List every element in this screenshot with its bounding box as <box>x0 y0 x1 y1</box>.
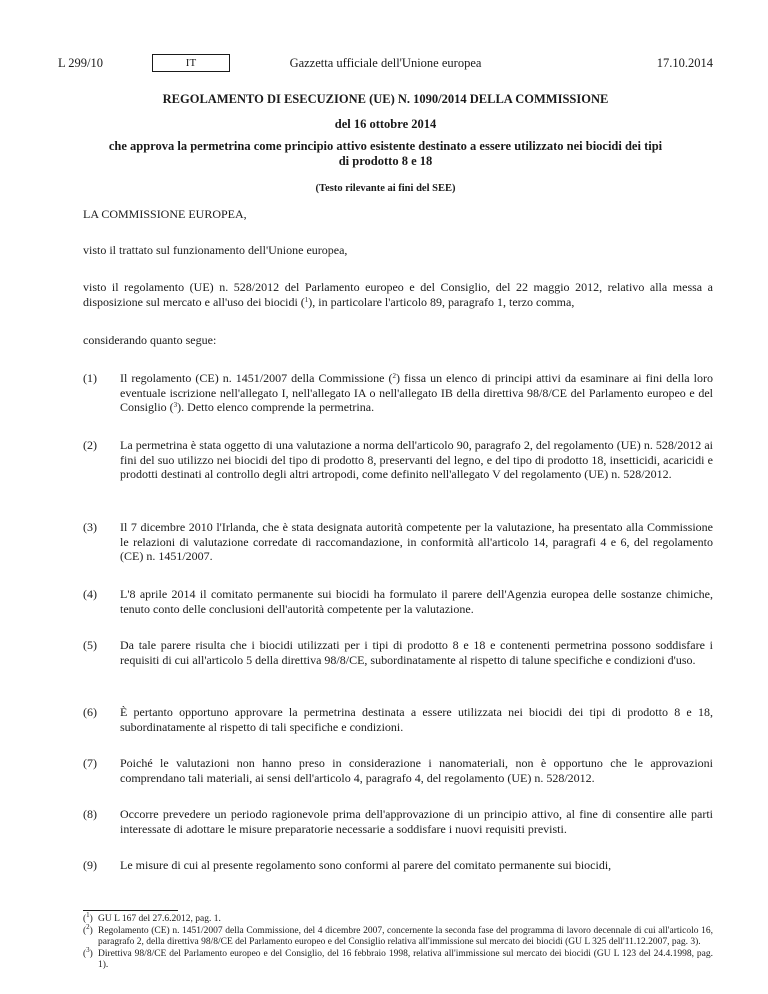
footnote-mark-number: 3 <box>86 945 90 954</box>
regulation-date: del 16 ottobre 2014 <box>334 117 437 131</box>
footnote-text: Regolamento (CE) n. 1451/2007 della Commissione, del 4 dicembre 2007, concernente la seconda fase del programma di lavoro decennale di cui all'articolo 16, paragrafo 2, della direttiva 98/8/CE del Parlamento europeo e del Consiglio relativa all'immissione sul mercato dei biocidi (GU L 325 dell'11.12.2007, pag. 3). <box>98 925 713 947</box>
regulation-subject: che approva la permetrina come principio attivo esistente destinato a essere utilizzato nei biocidi dei tipi di prodotto 8 e 18 <box>108 139 663 168</box>
recital-number: (7) <box>83 756 97 770</box>
publication-date: 17.10.2014 <box>656 56 713 70</box>
visto-regulation-text-a: visto il regolamento (UE) n. 528/2012 del Parlamento europeo e del Consiglio, del 22 maggio 2012, relativo alla messa a disposizione sul mercato e all'uso dei biocidi ( <box>83 280 713 309</box>
footnote-mark-number: 1 <box>86 911 90 919</box>
recital-text: Il 7 dicembre 2010 l'Irlanda, che è stata designata autorità competente per la valutazione, ha presentato alla Commissione le relazioni di valutazione corredate di raccomandazione, in conformità all'articolo 14, paragrafi 4 e 6, del regolamento (CE) n. 1451/2007. <box>120 520 713 563</box>
page-reference: L 299/10 <box>58 56 104 70</box>
footnote-mark: ($^3$) <box>83 945 93 959</box>
recital-number: (9) <box>83 858 97 872</box>
recital-number: (4) <box>83 587 97 601</box>
footnote-mark: ($^2$) <box>83 922 93 936</box>
eea-relevance: (Testo rilevante ai fini del SEE) <box>315 183 456 194</box>
recital-number: (6) <box>83 705 97 719</box>
footnote-ref-2: 2 <box>392 372 397 380</box>
footnote-3 <box>83 945 713 972</box>
footnote-text: GU L 167 del 27.6.2012, pag. 1. <box>98 914 221 924</box>
footnote-text: Direttiva 98/8/CE del Parlamento europeo e del Consiglio, del 16 febbraio 1998, relativa all'immissione sul mercato dei biocidi (GU L 123 del 24.4.1998, pag. 1). <box>98 948 713 970</box>
recital-number: (5) <box>83 638 97 652</box>
commission-heading: LA COMMISSIONE EUROPEA, <box>83 207 247 221</box>
considerando: considerando quanto segue: <box>83 333 217 347</box>
recital-number: (1) <box>83 371 97 385</box>
recital-text: Da tale parere risulta che i biocidi utilizzati per i tipi di prodotto 8 e 18 e contenenti permetrina possono soddisfare i requisiti di cui all'articolo 5 della direttiva 98/8/CE, subordinatamente al rispetto di talune specifiche e condizioni d'uso. <box>120 638 713 667</box>
language-box: IT <box>152 54 230 72</box>
footnote-ref-3: 3 <box>173 401 178 409</box>
footnotes <box>83 911 713 972</box>
recital-1-text-c: ). Detto elenco comprende la permetrina. <box>177 400 375 414</box>
footnote-2 <box>83 922 713 949</box>
page-header <box>58 54 713 74</box>
recital-number: (2) <box>83 438 97 452</box>
recital-number: (8) <box>83 807 97 821</box>
recital-text: Le misure di cui al presente regolamento sono conformi al parere del comitato permanente sui biocidi, <box>120 858 612 872</box>
journal-title: Gazzetta ufficiale dell'Unione europea <box>289 56 482 70</box>
footnote-mark: ($^1$) <box>83 911 93 924</box>
recital-1-text-b: ) fissa un elenco di principi attivi da esaminare ai fini della loro eventuale iscrizione nell'allegato I, nell'allegato IA o nell'allegato IB della direttiva 98/8/CE del Parlamento europeo e del Consiglio ( <box>120 371 713 414</box>
recital-text: La permetrina è stata oggetto di una valutazione a norma dell'articolo 90, paragrafo 2, del regolamento (UE) n. 528/2012 ai fini del suo utilizzo nei biocidi del tipo di prodotto 8, preservanti del legno, e del tipo di prodotto 18, insetticidi, acaricidi e prodotti destinati al controllo degli altri artropodi, come definito nell'allegato V del regolamento (UE) n. 528/2012. <box>120 438 713 481</box>
footnote-separator <box>83 910 178 911</box>
recital-text: Poiché le valutazioni non hanno preso in considerazione i nanomateriali, non è opportuno che le approvazioni comprendano tali materiali, ai sensi dell'articolo 4, paragrafo 4, del regolamento (UE) n. 528/2012. <box>120 756 713 785</box>
regulation-title: REGOLAMENTO DI ESECUZIONE (UE) N. 1090/2014 DELLA COMMISSIONE <box>162 92 609 106</box>
recital-text: L'8 aprile 2014 il comitato permanente sui biocidi ha formulato il parere dell'Agenzia europea delle sostanze chimiche, tenuto conto delle conclusioni dell'autorità competente per la valutazione. <box>120 587 713 616</box>
footnote-1 <box>83 911 713 926</box>
recital-text: È pertanto opportuno approvare la permetrina destinata a essere utilizzata nei biocidi dei tipi di prodotto 8 e 18, subordinatamente al rispetto di tali specifiche e condizioni. <box>120 705 713 734</box>
footnote-ref-1: 1 <box>304 295 309 304</box>
regulation-title-block <box>58 92 713 195</box>
recital-1-text-a: Il regolamento (CE) n. 1451/2007 della Commissione ( <box>120 371 393 385</box>
visto-regulation-text-b: ), in particolare l'articolo 89, paragrafo 1, terzo comma, <box>308 294 575 309</box>
visto-treaty: visto il trattato sul funzionamento dell'Unione europea, <box>83 243 348 257</box>
footnote-mark-number: 2 <box>86 922 90 931</box>
recital-text <box>120 371 713 415</box>
recital-text: Occorre prevedere un periodo ragionevole prima dell'approvazione di un principio attivo, al fine di consentire alle parti interessate di adottare le misure preparatorie necessarie a soddisfare i nuovi requisiti previsti. <box>120 807 713 836</box>
recital-number: (3) <box>83 520 97 534</box>
visto-regulation <box>83 280 713 309</box>
